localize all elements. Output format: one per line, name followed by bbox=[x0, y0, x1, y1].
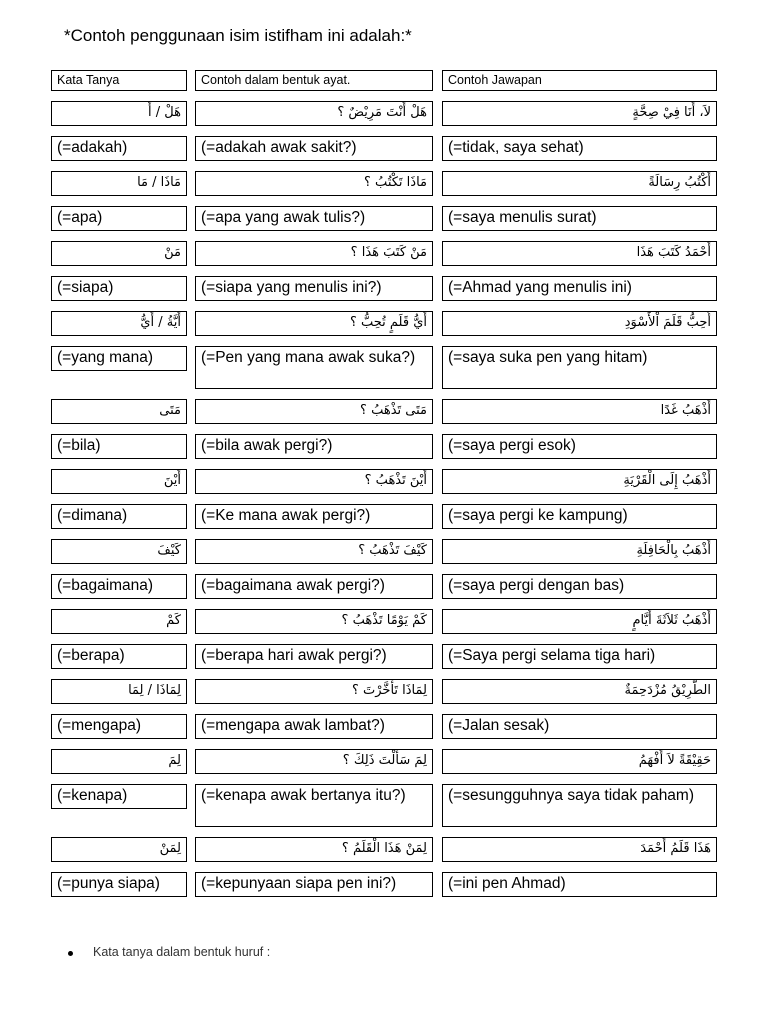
translation-cell-contoh-jawapan: (=saya pergi dengan bas) bbox=[442, 574, 717, 599]
arabic-cell-contoh-jawapan: هَذَا قَلَمُ أَحْمَدَ bbox=[442, 837, 717, 862]
translation-cell-contoh-ayat: (=mengapa awak lambat?) bbox=[195, 714, 433, 739]
translation-cell-contoh-jawapan: (=ini pen Ahmad) bbox=[442, 872, 717, 897]
header-contoh-jawapan: Contoh Jawapan bbox=[442, 70, 717, 91]
translation-cell-contoh-jawapan: (=Ahmad yang menulis ini) bbox=[442, 276, 717, 301]
arabic-cell-kata-tanya: لِمَاذَا / لِمَا bbox=[51, 679, 187, 704]
arabic-cell-kata-tanya: لِمَنْ bbox=[51, 837, 187, 862]
translation-cell-kata-tanya: (=bagaimana) bbox=[51, 574, 187, 599]
translation-cell-contoh-ayat: (=kenapa awak bertanya itu?) bbox=[195, 784, 433, 827]
arabic-cell-kata-tanya: أَيَّةُ / أَيُّ bbox=[51, 311, 187, 336]
arabic-cell-kata-tanya: هَلْ / أَ bbox=[51, 101, 187, 126]
arabic-cell-contoh-ayat: لِمَ سَأَلْتَ ذَلِكَ ؟ bbox=[195, 749, 433, 774]
translation-cell-contoh-jawapan: (=saya pergi esok) bbox=[442, 434, 717, 459]
arabic-cell-contoh-ayat: أَيْنَ تَذْهَبُ ؟ bbox=[195, 469, 433, 494]
translation-cell-kata-tanya: (=punya siapa) bbox=[51, 872, 187, 897]
translation-cell-kata-tanya: (=mengapa) bbox=[51, 714, 187, 739]
arabic-cell-contoh-ayat: هَلْ أَنْتَ مَرِيْضٌ ؟ bbox=[195, 101, 433, 126]
translation-cell-contoh-ayat: (=bagaimana awak pergi?) bbox=[195, 574, 433, 599]
arabic-cell-kata-tanya: مَنْ bbox=[51, 241, 187, 266]
translation-cell-contoh-ayat: (=Pen yang mana awak suka?) bbox=[195, 346, 433, 389]
header-kata-tanya: Kata Tanya bbox=[51, 70, 187, 91]
translation-cell-contoh-ayat: (=kepunyaan siapa pen ini?) bbox=[195, 872, 433, 897]
translation-cell-contoh-jawapan: (=Saya pergi selama tiga hari) bbox=[442, 644, 717, 669]
arabic-cell-kata-tanya: أَيْنَ bbox=[51, 469, 187, 494]
arabic-cell-contoh-ayat: مَاذَا تَكْتُبُ ؟ bbox=[195, 171, 433, 196]
arabic-cell-contoh-jawapan: أَذْهَبُ إِلَى الْقَرْيَةِ bbox=[442, 469, 717, 494]
arabic-cell-kata-tanya: مَاذَا / مَا bbox=[51, 171, 187, 196]
translation-cell-contoh-jawapan: (=Jalan sesak) bbox=[442, 714, 717, 739]
translation-cell-contoh-ayat: (=adakah awak sakit?) bbox=[195, 136, 433, 161]
translation-cell-contoh-ayat: (=Ke mana awak pergi?) bbox=[195, 504, 433, 529]
arabic-cell-contoh-ayat: مَنْ كَتَبَ هَذَا ؟ bbox=[195, 241, 433, 266]
translation-cell-kata-tanya: (=siapa) bbox=[51, 276, 187, 301]
arabic-cell-contoh-ayat: كَيْفَ تَذْهَبُ ؟ bbox=[195, 539, 433, 564]
header-contoh-ayat: Contoh dalam bentuk ayat. bbox=[195, 70, 433, 91]
arabic-cell-contoh-jawapan: أَذْهَبُ بِالْحَافِلَةِ bbox=[442, 539, 717, 564]
arabic-cell-contoh-jawapan: أَحْمَدُ كَتَبَ هَذَا bbox=[442, 241, 717, 266]
arabic-cell-contoh-ayat: أَيُّ قَلَمٍ تُحِبُّ ؟ bbox=[195, 311, 433, 336]
translation-cell-contoh-jawapan: (=sesungguhnya saya tidak paham) bbox=[442, 784, 717, 827]
arabic-cell-contoh-ayat: كَمْ يَوْمًا تَذْهَبُ ؟ bbox=[195, 609, 433, 634]
arabic-cell-contoh-jawapan: حَقِيْقَةً لاَ أَفْهَمُ bbox=[442, 749, 717, 774]
arabic-cell-kata-tanya: كَيْفَ bbox=[51, 539, 187, 564]
translation-cell-kata-tanya: (=yang mana) bbox=[51, 346, 187, 371]
translation-cell-contoh-ayat: (=berapa hari awak pergi?) bbox=[195, 644, 433, 669]
translation-cell-contoh-jawapan: (=saya menulis surat) bbox=[442, 206, 717, 231]
arabic-cell-contoh-jawapan: أَذْهَبُ غَدًا bbox=[442, 399, 717, 424]
arabic-cell-kata-tanya: كَمْ bbox=[51, 609, 187, 634]
page-title: *Contoh penggunaan isim istifham ini adalah:* bbox=[64, 26, 412, 45]
arabic-cell-contoh-jawapan: الطَّرِيْقُ مُزْدَحِمَةٌ bbox=[442, 679, 717, 704]
arabic-cell-kata-tanya: مَتَى bbox=[51, 399, 187, 424]
arabic-cell-contoh-ayat: مَتَى تَذْهَبُ ؟ bbox=[195, 399, 433, 424]
arabic-cell-kata-tanya: لِمَ bbox=[51, 749, 187, 774]
arabic-cell-contoh-jawapan: أُحِبُّ قَلَمَ اْلأَسْوَدِ bbox=[442, 311, 717, 336]
translation-cell-kata-tanya: (=kenapa) bbox=[51, 784, 187, 809]
translation-cell-kata-tanya: (=adakah) bbox=[51, 136, 187, 161]
translation-cell-contoh-jawapan: (=saya pergi ke kampung) bbox=[442, 504, 717, 529]
translation-cell-contoh-jawapan: (=tidak, saya sehat) bbox=[442, 136, 717, 161]
translation-cell-kata-tanya: (=apa) bbox=[51, 206, 187, 231]
translation-cell-kata-tanya: (=berapa) bbox=[51, 644, 187, 669]
arabic-cell-contoh-jawapan: أَذْهَبُ ثَلاَثَةَ أَيَّامٍ bbox=[442, 609, 717, 634]
translation-cell-contoh-ayat: (=apa yang awak tulis?) bbox=[195, 206, 433, 231]
translation-cell-contoh-ayat: (=siapa yang menulis ini?) bbox=[195, 276, 433, 301]
translation-cell-contoh-ayat: (=bila awak pergi?) bbox=[195, 434, 433, 459]
footer-note: Kata tanya dalam bentuk huruf : bbox=[93, 945, 271, 959]
arabic-cell-contoh-jawapan: لاَ، أَنَا فِيْ صِحَّةٍ bbox=[442, 101, 717, 126]
translation-cell-kata-tanya: (=dimana) bbox=[51, 504, 187, 529]
translation-cell-kata-tanya: (=bila) bbox=[51, 434, 187, 459]
translation-cell-contoh-jawapan: (=saya suka pen yang hitam) bbox=[442, 346, 717, 389]
arabic-cell-contoh-ayat: لِمَاذَا تَأَخَّرْتَ ؟ bbox=[195, 679, 433, 704]
bullet-icon bbox=[68, 951, 73, 956]
arabic-cell-contoh-jawapan: أَكْتُبُ رِسَالَةً bbox=[442, 171, 717, 196]
arabic-cell-contoh-ayat: لِمَنْ هَذَا الْقَلَمُ ؟ bbox=[195, 837, 433, 862]
